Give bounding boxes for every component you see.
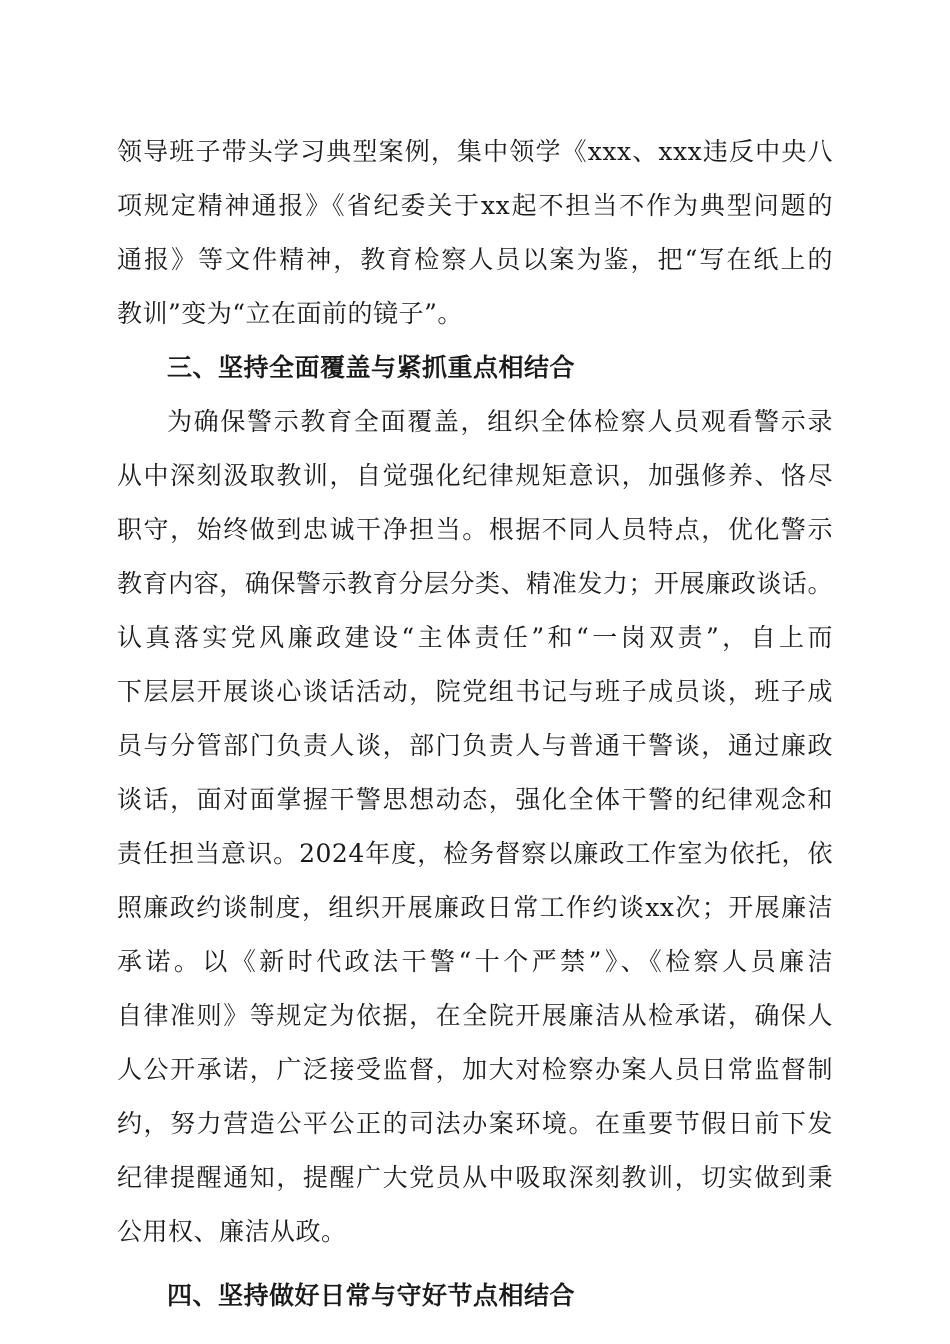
paragraph-line: 下层层开展谈心谈话活动，院党组书记与班子成员谈，班子成 [117,677,833,706]
paragraph-line: 谈话，面对面掌握干警思想动态，强化全体干警的纪律观念和 [117,785,833,814]
paragraph-line: 职守，始终做到忠诚干净担当。根据不同人员特点，优化警示 [117,515,833,544]
paragraph-line: 自律准则》等规定为依据，在全院开展廉洁从检承诺，确保人 [117,1001,833,1030]
paragraph-line: 公用权、廉洁从政。 [117,1217,347,1246]
paragraph-line: 承诺。以《新时代政法干警“十个严禁”》、《检察人员廉洁 [117,947,833,976]
paragraph-line: 教训”变为“立在面前的镜子”。 [117,299,463,328]
paragraph-line: 人公开承诺，广泛接受监督，加大对检察办案人员日常监督制 [117,1055,833,1084]
paragraph-line: 约，努力营造公平公正的司法办案环境。在重要节假日前下发 [117,1109,833,1138]
paragraph-line: 从中深刻汲取教训，自觉强化纪律规矩意识，加强修养、恪尽 [117,461,833,490]
paragraph-line: 领导班子带头学习典型案例，集中领学《xxx、xxx违反中央八 [117,137,833,166]
paragraph-line: 责任担当意识。2024年度，检务督察以廉政工作室为依托，依 [117,839,833,868]
paragraph-line: 通报》等文件精神，教育检察人员以案为鉴，把“写在纸上的 [117,245,833,274]
paragraph-line: 教育内容，确保警示教育分层分类、精准发力；开展廉政谈话。 [117,569,833,598]
section-heading-4: 四、坚持做好日常与守好节点相结合 [167,1281,576,1310]
paragraph-line: 员与分管部门负责人谈，部门负责人与普通干警谈，通过廉政 [117,731,833,760]
paragraph-line: 照廉政约谈制度，组织开展廉政日常工作约谈xx次；开展廉洁 [117,893,833,922]
paragraph-line: 纪律提醒通知，提醒广大党员从中吸取深刻教训，切实做到秉 [117,1163,833,1192]
paragraph-line: 为确保警示教育全面覆盖，组织全体检察人员观看警示录 [167,407,833,436]
paragraph-line: 认真落实党风廉政建设“主体责任”和“一岗双责”，自上而 [117,623,833,652]
paragraph-line: 项规定精神通报》《省纪委关于xx起不担当不作为典型问题的 [117,191,833,220]
section-heading-3: 三、坚持全面覆盖与紧抓重点相结合 [167,353,576,382]
document-body [117,125,833,1323]
